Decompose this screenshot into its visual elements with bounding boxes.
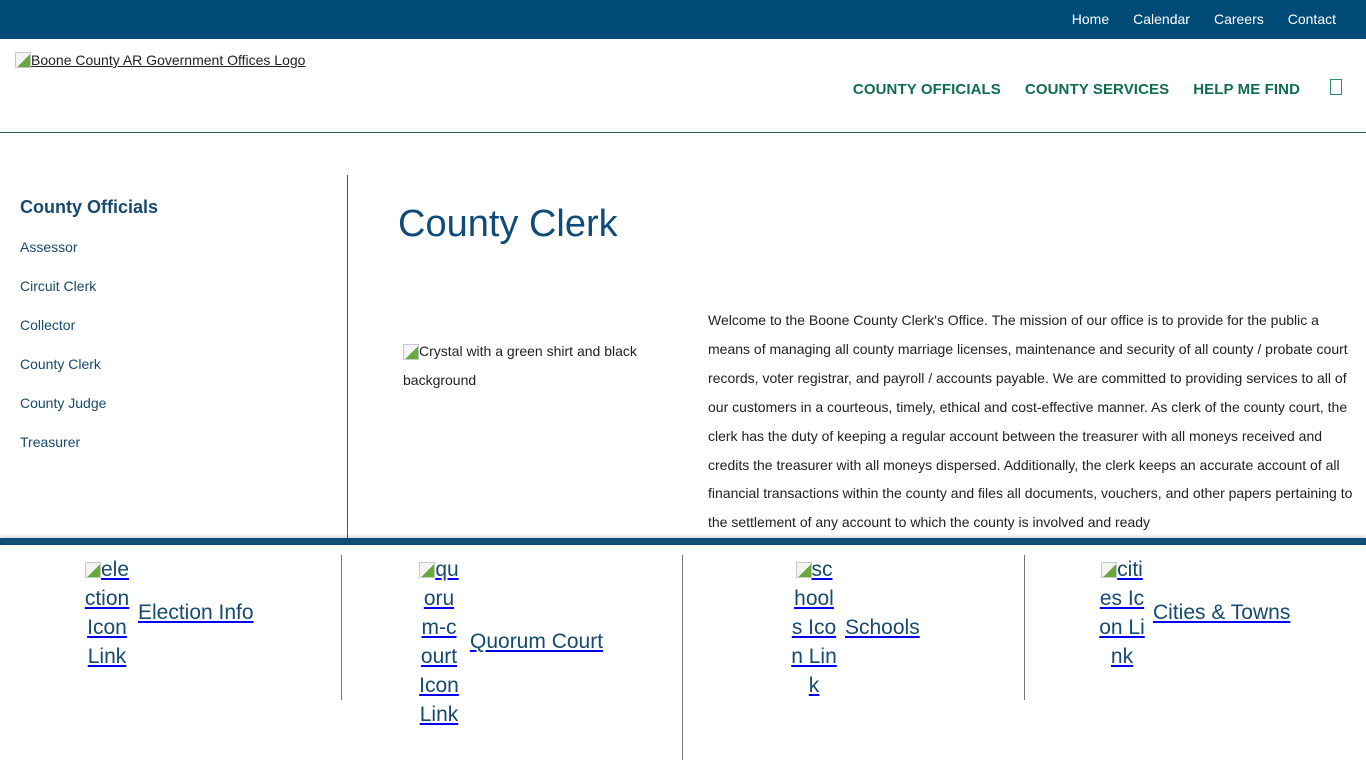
schools-icon: [791, 555, 837, 700]
quick-link-label: Cities & Towns: [1153, 601, 1291, 624]
search-icon[interactable]: [1330, 79, 1342, 95]
sidebar-item-collector[interactable]: Collector: [20, 317, 76, 333]
sidebar-item-county-judge[interactable]: County Judge: [20, 395, 107, 411]
page-title: County Clerk: [398, 203, 618, 245]
sidebar-item-assessor[interactable]: Assessor: [20, 239, 78, 255]
utility-nav: [1048, 0, 1336, 39]
utility-link-careers[interactable]: Careers: [1213, 10, 1264, 27]
icon-alt-text: election Icon Link: [84, 558, 130, 668]
utility-bar: [0, 0, 1366, 39]
broken-image-icon: [403, 344, 419, 360]
sidebar-item-circuit-clerk[interactable]: Circuit Clerk: [20, 278, 97, 294]
nav-help-me-find[interactable]: HELP ME FIND: [1193, 81, 1300, 98]
logo-alt-text: Boone County AR Government Offices Logo: [31, 52, 306, 68]
sidebar-item-county-clerk[interactable]: County Clerk: [20, 356, 101, 372]
nav-county-officials[interactable]: COUNTY OFFICIALS: [852, 81, 1001, 98]
column-divider: [682, 555, 683, 760]
quick-link-label: Schools: [845, 615, 920, 639]
sidebar: [0, 175, 348, 540]
quick-link-election[interactable]: [84, 555, 254, 671]
site-logo[interactable]: [15, 52, 305, 68]
utility-link-calendar[interactable]: Calendar: [1133, 10, 1190, 27]
sidebar-heading: County Officials: [20, 197, 159, 217]
cities-icon: [1099, 555, 1145, 671]
sidebar-item-treasurer[interactable]: Treasurer: [20, 434, 81, 450]
utility-link-home[interactable]: Home: [1071, 10, 1110, 27]
photo-alt-text: Crystal with a green shirt and black background: [403, 343, 637, 388]
election-icon: [84, 555, 130, 671]
column-divider: [1024, 555, 1025, 700]
utility-link-contact[interactable]: Contact: [1287, 10, 1336, 27]
icon-alt-text: quorum-court Icon Link: [419, 558, 459, 726]
quorum-court-icon: [416, 555, 462, 729]
intro-paragraph: Welcome to the Boone County Clerk's Office. The mission of our office is to provide for the public a means of managing all county marriage licenses, maintenance and security of all county / probate court records, voter registrar, and payroll / accounts payable. We are committed to providing services to all of our customers in a courteous, timely, ethical and cost-effective manner. As clerk of the county court, the clerk has the duty of keeping a regular account between the treasurer with all moneys received and credits the treasurer with all moneys dispersed. Additionally, the clerk keeps an accurate account of all financial transactions within the county and files all documents, vouchers, and other papers pertaining to the settlement of any account to which the county is involved and ready: [708, 312, 1353, 531]
quick-link-label: Election Info: [138, 601, 254, 624]
broken-image-icon: [85, 562, 101, 578]
sidebar-list: [20, 239, 106, 473]
broken-image-icon: [15, 52, 31, 68]
icon-alt-text: cities Icon Link: [1099, 558, 1145, 668]
quick-link-quorum-court[interactable]: [416, 555, 603, 729]
column-divider: [341, 555, 342, 700]
nav-county-services[interactable]: COUNTY SERVICES: [1024, 81, 1170, 98]
quick-link-label: Quorum Court: [470, 630, 604, 653]
staff-photo: [403, 337, 663, 395]
quick-link-schools[interactable]: [791, 555, 920, 700]
broken-image-icon: [419, 562, 435, 578]
broken-image-icon: [1101, 562, 1117, 578]
site-header: [0, 39, 1366, 133]
main-nav: [829, 81, 1342, 98]
broken-image-icon: [796, 562, 812, 578]
quick-link-cities-towns[interactable]: [1099, 555, 1290, 671]
icon-alt-text: schools Icon Link: [791, 558, 837, 697]
quick-links-bar: [0, 538, 1366, 768]
